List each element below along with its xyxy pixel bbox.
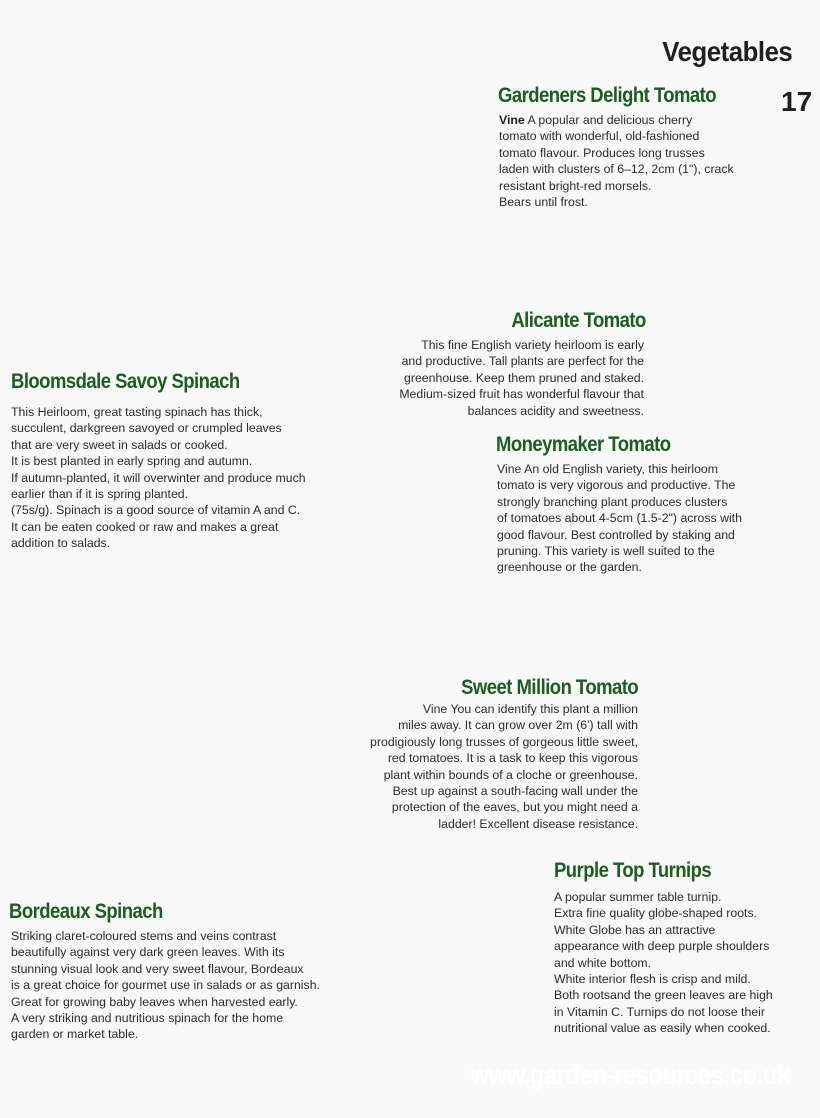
sweet-million-description: Vine You can identify this plant a million miles away. It can grow over 2m (6') tall with prodigiously long trusses of gorgeous little sweet, red tomatoes. It is a task to keep this vigorous plant within bounds of a cloche or greenhouse. Best up against a south-facing wall under the protection of the eaves, but you might need a ladder! Excellent disease resistance. bbox=[370, 702, 638, 831]
gardeners-delight-title: Gardeners Delight Tomato bbox=[498, 84, 717, 107]
bloomsdale-title: Bloomsdale Savoy Spinach bbox=[11, 370, 240, 393]
bordeaux-title: Bordeaux Spinach bbox=[9, 900, 163, 923]
purple-top-title: Purple Top Turnips bbox=[554, 859, 712, 882]
section-title: Vegetables bbox=[661, 36, 792, 67]
gardeners-delight-lead: Vine bbox=[499, 113, 525, 127]
bordeaux-description: Striking claret-coloured stems and veins contrast beautifully against very dark green leaves. With its stunning visual look and very sweet flavour, Bordeaux is a great choice for gourmet use in salads or as garnish. Great for growing baby leaves when harvested early. A very striking and nutritious spinach for the home garden or market table. bbox=[11, 929, 320, 1042]
alicante-title: Alicante Tomato bbox=[511, 309, 646, 332]
bloomsdale-description: This Heirloom, great tasting spinach has thick, succulent, darkgreen savoyed or crumpled leaves that are very sweet in salads or cooked. It is best planted in early spring and autumn. If autumn-planted, it will overwinter and produce much earlier than if it is spring planted. (75s/g). Spinach is a good source of vitamin A and C. It can be eaten cooked or raw and makes a great addition to salads. bbox=[11, 405, 306, 551]
alicante-description: This fine English variety heirloom is early and productive. Tall plants are perfect for the greenhouse. Keep them pruned and staked. Medium-sized fruit has wonderful flavour that balances acidity and sweetness. bbox=[399, 338, 644, 418]
page-number: 17 bbox=[781, 86, 813, 117]
sweet-million-title: Sweet Million Tomato bbox=[461, 676, 638, 699]
footer-url: www.garden-resources.co.uk bbox=[470, 1060, 790, 1090]
moneymaker-description: Vine An old English variety, this heirloom tomato is very vigorous and productive. The strongly branching plant produces clusters of tomatoes about 4-5cm (1.5-2") across with good flavour. Best controlled by staking and pruning. This variety is well suited to the greenhouse or the garden. bbox=[497, 462, 742, 575]
gardeners-delight-description: Vine A popular and delicious cherry tomato with wonderful, old-fashioned tomato flavour. Produces long trusses laden with clusters of 6–12, 2cm (1"), crack resistant bright-red morsels. Bears until frost. bbox=[499, 113, 734, 210]
purple-top-description: A popular summer table turnip. Extra fine quality globe-shaped roots. White Globe has an attractive appearance with deep purple shoulders and white bottom. White interior flesh is crisp and mild. Both rootsand the green leaves are high in Vitamin C. Turnips do not loose their nutritional value as easily when cooked. bbox=[554, 890, 773, 1036]
moneymaker-title: Moneymaker Tomato bbox=[496, 433, 671, 456]
